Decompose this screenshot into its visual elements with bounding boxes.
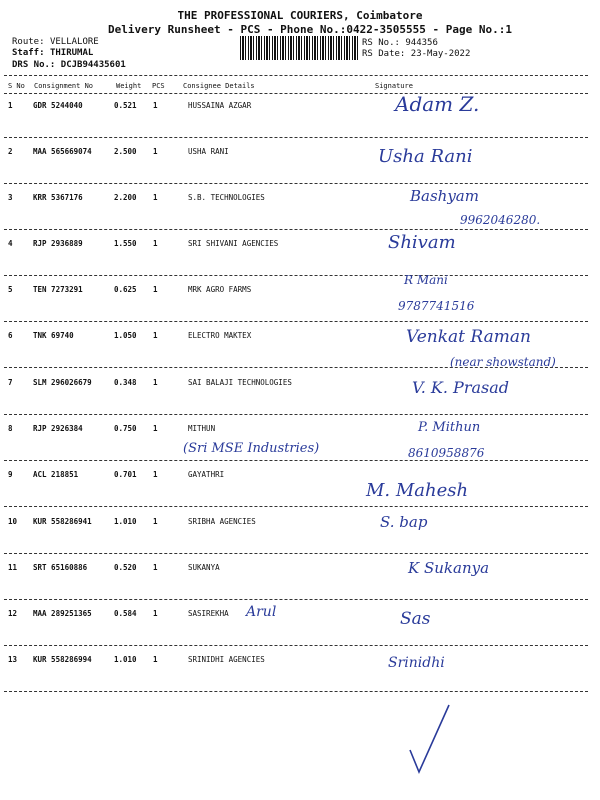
runsheet-subtitle: Delivery Runsheet - PCS - Phone No.:0422-3505555 - Page No.:1	[108, 23, 512, 36]
row-signature: S. bap	[380, 513, 428, 531]
row-consignment-no: TNK 69740	[33, 331, 74, 340]
row-consignee: HUSSAINA AZGAR	[188, 101, 252, 110]
row-weight: 0.701	[114, 470, 137, 479]
row-consignment-no: RJP 2936889	[33, 239, 83, 248]
col-pcs: PCS	[152, 82, 165, 90]
row-pcs: 1	[153, 517, 158, 526]
row-signature: Adam Z.	[395, 92, 480, 116]
row-consignee: ELECTRO MAKTEX	[188, 331, 252, 340]
row-sno: 10	[8, 517, 18, 526]
row-signature: Shivam	[388, 232, 456, 253]
row-pcs: 1	[153, 378, 158, 387]
row-consignment-no: TEN 7273291	[33, 285, 83, 294]
row-sno: 2	[8, 147, 13, 156]
row-consignee: SRI SHIVANI AGENCIES	[188, 239, 279, 248]
col-consignment: Consignment No	[34, 82, 94, 90]
row-pcs: 1	[153, 655, 158, 664]
barcode	[240, 36, 358, 60]
row-signature: Bashyam	[410, 187, 479, 205]
row-pcs: 1	[153, 193, 158, 202]
row-divider	[4, 367, 588, 368]
row-consignee: MITHUN	[188, 424, 216, 433]
row-weight: 0.584	[114, 609, 137, 618]
rs-date-label: RS Date:	[362, 49, 406, 59]
row-consignment-no: ACL 218851	[33, 470, 79, 479]
row-pcs: 1	[153, 331, 158, 340]
rs-no-value: 944356	[405, 38, 438, 48]
row-sno: 7	[8, 378, 13, 387]
row-signature-note: (near showstand)	[450, 355, 556, 369]
row-weight: 0.625	[114, 285, 137, 294]
row-divider	[4, 414, 588, 415]
handwritten-consignee-note: Arul	[246, 604, 277, 620]
row-pcs: 1	[153, 239, 158, 248]
row-consignment-no: MAA 289251365	[33, 609, 92, 618]
row-weight: 2.500	[114, 147, 137, 156]
row-consignee: GAYATHRI	[188, 470, 225, 479]
row-consignment-no: SRT 65160886	[33, 563, 88, 572]
row-signature: P. Mithun	[418, 420, 481, 435]
row-signature: Srinidhi	[388, 655, 445, 671]
row-weight: 1.010	[114, 655, 137, 664]
row-consignment-no: RJP 2926384	[33, 424, 83, 433]
row-divider	[4, 137, 588, 138]
checkmark-icon	[405, 700, 455, 780]
row-consignment-no: KRR 5367176	[33, 193, 83, 202]
company-title: THE PROFESSIONAL COURIERS, Coimbatore	[177, 9, 423, 22]
row-signature: V. K. Prasad	[412, 378, 509, 397]
drs-info	[12, 60, 126, 70]
row-signature-note: 9787741516	[398, 299, 475, 313]
row-consignee: SRIBHA AGENCIES	[188, 517, 256, 526]
row-sno: 8	[8, 424, 13, 433]
handwritten-consignee-note: (Sri MSE Industries)	[183, 441, 320, 456]
divider	[4, 93, 588, 94]
row-sno: 9	[8, 470, 13, 479]
row-consignment-no: GDR 5244040	[33, 101, 83, 110]
row-weight: 0.520	[114, 563, 137, 572]
row-weight: 0.750	[114, 424, 137, 433]
staff-info	[12, 48, 93, 58]
rs-date-value: 23-May-2022	[410, 49, 471, 59]
row-sno: 13	[8, 655, 18, 664]
row-consignment-no: MAA 565669074	[33, 147, 92, 156]
row-consignment-no: SLM 296026679	[33, 378, 92, 387]
row-signature: M. Mahesh	[366, 480, 469, 501]
row-sno: 3	[8, 193, 13, 202]
row-signature-note: 9962046280.	[460, 213, 541, 227]
row-pcs: 1	[153, 470, 158, 479]
row-divider	[4, 691, 588, 692]
row-signature: K Sukanya	[408, 559, 490, 577]
row-sno: 5	[8, 285, 13, 294]
row-pcs: 1	[153, 285, 158, 294]
row-sno: 11	[8, 563, 18, 572]
row-weight: 0.521	[114, 101, 137, 110]
row-weight: 1.550	[114, 239, 137, 248]
row-consignment-no: KUR 558286941	[33, 517, 92, 526]
row-consignee: SUKANYA	[188, 563, 220, 572]
drs-value: DCJB94435601	[60, 60, 126, 70]
route-value: VELLALORE	[49, 37, 99, 47]
staff-value: THIRUMAL	[49, 48, 94, 58]
drs-label: DRS No.:	[12, 60, 56, 70]
row-pcs: 1	[153, 101, 158, 110]
rs-date-info	[362, 49, 470, 59]
col-sno: S No	[8, 82, 25, 90]
row-consignment-no: KUR 558286994	[33, 655, 92, 664]
row-signature: Sas	[400, 609, 431, 629]
row-divider	[4, 229, 588, 230]
row-consignee: S.B. TECHNOLOGIES	[188, 193, 265, 202]
row-divider	[4, 599, 588, 600]
row-consignee: SRINIDHI AGENCIES	[188, 655, 265, 664]
rs-no-info	[362, 38, 438, 48]
staff-label: Staff:	[12, 48, 45, 58]
row-divider	[4, 183, 588, 184]
row-sno: 12	[8, 609, 18, 618]
row-sno: 4	[8, 239, 13, 248]
row-signature: Venkat Raman	[406, 327, 531, 347]
row-pcs: 1	[153, 563, 158, 572]
row-consignee: USHA RANI	[188, 147, 229, 156]
row-divider	[4, 460, 588, 461]
row-weight: 1.010	[114, 517, 137, 526]
row-sno: 1	[8, 101, 13, 110]
row-consignee: MRK AGRO FARMS	[188, 285, 252, 294]
row-signature: R Mani	[404, 273, 448, 287]
row-signature: Usha Rani	[378, 146, 473, 167]
route-label: Route:	[12, 37, 45, 47]
row-pcs: 1	[153, 147, 158, 156]
row-sno: 6	[8, 331, 13, 340]
row-divider	[4, 506, 588, 507]
row-pcs: 1	[153, 609, 158, 618]
route-info	[12, 37, 99, 47]
col-consignee: Consignee Details	[183, 82, 255, 90]
col-weight: Weight	[116, 82, 142, 90]
row-consignee: SAI BALAJI TECHNOLOGIES	[188, 378, 292, 387]
row-signature-note: 8610958876	[408, 446, 485, 460]
row-pcs: 1	[153, 424, 158, 433]
row-divider	[4, 553, 588, 554]
row-weight: 2.200	[114, 193, 137, 202]
row-divider	[4, 321, 588, 322]
row-weight: 0.348	[114, 378, 137, 387]
row-divider	[4, 645, 588, 646]
divider	[4, 75, 588, 76]
col-signature: Signature	[375, 82, 413, 90]
rs-no-label: RS No.:	[362, 38, 400, 48]
row-consignee: SASIREKHA	[188, 609, 229, 618]
row-weight: 1.050	[114, 331, 137, 340]
row-divider	[4, 275, 588, 276]
